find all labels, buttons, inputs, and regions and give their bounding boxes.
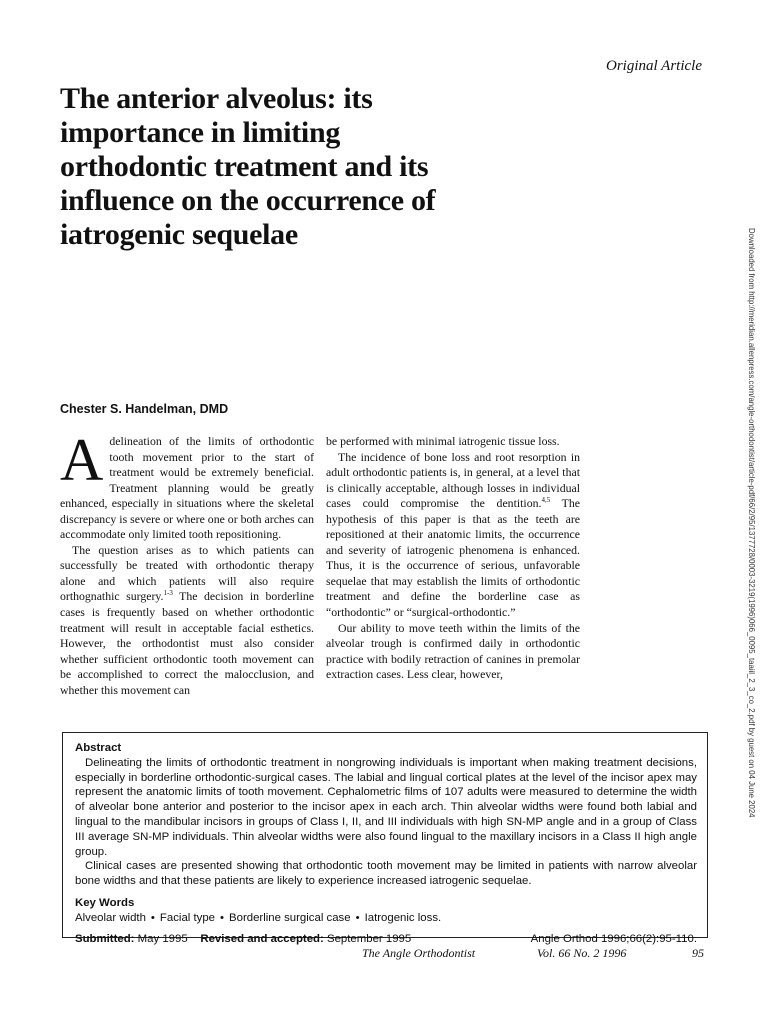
download-watermark [746, 228, 756, 1008]
keywords-heading: Key Words [75, 896, 135, 909]
drop-cap: A [60, 427, 104, 493]
body-paragraph: be performed with minimal iatrogenic tissue loss. [326, 434, 560, 448]
submission-info [75, 932, 697, 947]
body-paragraph [60, 427, 314, 543]
article-title: The anterior alveolus: its importance in limiting orthodontic treatment and its influence on the occurrence of iatrogenic sequelae [60, 82, 436, 251]
citation-superscript: 1-3 [163, 589, 173, 598]
body-paragraph [326, 450, 580, 621]
abstract-box [62, 732, 708, 945]
author-line: Chester S. Handelman, DMD [60, 402, 229, 416]
footer-journal-name: The Angle Orthodontist [362, 946, 476, 960]
abstract-heading: Abstract [75, 742, 122, 754]
paragraph-text: The incidence of bone loss and root resorption in adult orthodontic patients is, in general, at a level that is clinically acceptable, although losses in individual cases could compromise the dentition. [326, 449, 580, 511]
keyword: Facial type [159, 911, 216, 924]
keyword: Borderline surgical case [229, 911, 351, 924]
paragraph-text: delineation of the limits of orthodontic tooth movement prior to the start of treatment would be extremely beneficial. Treatment planning would be greatly enhanced, especially in situations where the skeletal discrepancy is severe or where one or both arches can accommodate only limited tooth repositioning. [60, 434, 314, 542]
abstract-paragraph: Clinical cases are presented showing that orthodontic tooth movement may be limited in patients with narrow alveolar bone widths and that these patients are likely to experience increased iatrogenic sequelae. [75, 860, 697, 888]
revised-label: Revised and accepted: [200, 932, 324, 945]
paragraph-text: The hypothesis of this paper is that as the teeth are repositioned at their anatomic limits, the occurrence and severity of iatrogenic phenomena is enhanced. Thus, it is the occurrence of serious, unfavorable sequelae that may establish the limits of orthodontic treatment and define the borderline case as “orthodontic” or “surgical-orthodontic.” [326, 496, 581, 620]
revised-date: September 1995 [326, 932, 412, 945]
keywords-list [75, 911, 697, 926]
submitted-date: May 1995 [137, 932, 188, 945]
body-column-right [326, 434, 580, 683]
footer-page-number: 95 [692, 946, 704, 960]
bullet: • [150, 911, 155, 924]
keyword: Iatrogenic loss. [364, 911, 442, 924]
article-type-label: Original Article [606, 58, 702, 74]
submitted-label: Submitted: [75, 932, 135, 945]
abstract-paragraph: Delineating the limits of orthodontic treatment in nongrowing individuals is important when making treatment decisions, especially in borderline orthodontic-surgical cases. The labial and lingual cortical plates at the level of the incisor apex may represent the anatomic limits of tooth movement. Cephalometric films of 107 adults were measured to determine the width of alveolar bone anterior and posterior to the incisor apex in each arch. Thin alveolar widths were found both labial and lingual to the mandibular incisors in groups of Class I, II, and III individuals with high SN-MP angle and in a group of Class III average SN-MP individuals. Thin alveolar widths were also found lingual to the maxillary incisors in a Class II high angle group. [75, 756, 697, 858]
bullet: • [220, 911, 225, 924]
citation-superscript: 4,5 [541, 496, 551, 505]
keyword: Alveolar width [75, 911, 146, 924]
submission-dates [75, 932, 411, 947]
body-paragraph: Our ability to move teeth within the limits of the alveolar trough is confirmed daily in orthodontic practice with bodily retraction of canines in premolar extraction cases. Less clear, however, [326, 620, 580, 682]
watermark-text: Downloaded from http://meridian.allenpress.com/angle-orthodontist/article-pdf/66/2/95/1377728/0003-3219(1996)066_0095_taaiil_2_3_co_2.pdf by guest on 04 June 2024 [747, 228, 756, 818]
footer-volume: Vol. 66 No. 2 1996 [537, 946, 627, 960]
body-paragraph [60, 543, 314, 698]
citation: Angle Orthod 1996;66(2):95-110. [530, 932, 697, 945]
paragraph-text: The decision in borderline cases is frequently based on whether orthodontic treatment will result in acceptable facial esthetics. However, the orthodontist must also consider whether sufficient orthodontic tooth movement can be accomplished to correct the malocclusion, and whether this movement can [60, 589, 314, 697]
paragraph-text: The question arises as to which patients can successfully be treated with orthodontic therapy alone and which patients will also require orthognathic surgery. [60, 542, 314, 604]
body-column-left [60, 427, 314, 698]
bullet: • [355, 911, 360, 924]
